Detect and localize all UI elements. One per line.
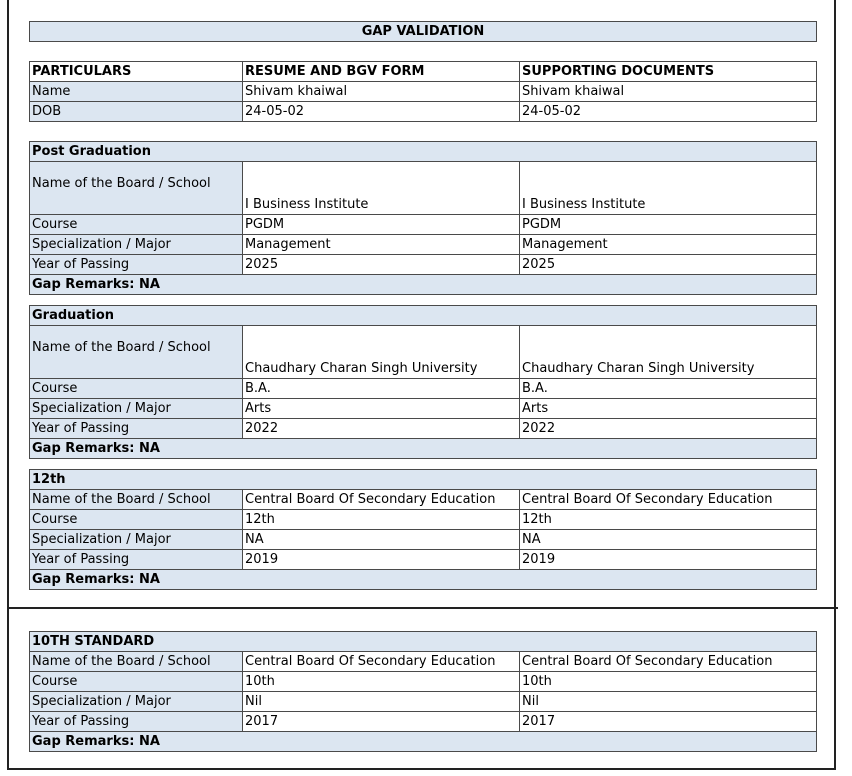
- course-docs: PGDM: [520, 215, 817, 235]
- course-resume: 12th: [243, 510, 520, 530]
- name-resume: Shivam khaiwal: [243, 82, 520, 102]
- course-label: Course: [30, 672, 243, 692]
- board-label: Name of the Board / School: [30, 162, 243, 215]
- page-break-divider: [7, 607, 838, 609]
- board-resume: Central Board Of Secondary Education: [243, 652, 520, 672]
- specialization-label: Specialization / Major: [30, 235, 243, 255]
- gap-remarks: Gap Remarks: NA: [30, 439, 817, 459]
- board-resume: Central Board Of Secondary Education: [243, 490, 520, 510]
- gap-remarks: Gap Remarks: NA: [30, 275, 817, 295]
- course-docs: 12th: [520, 510, 817, 530]
- board-resume: I Business Institute: [243, 162, 520, 215]
- name-label: Name: [30, 82, 243, 102]
- specialization-docs: Arts: [520, 399, 817, 419]
- course-label: Course: [30, 510, 243, 530]
- year-label: Year of Passing: [30, 419, 243, 439]
- year-resume: 2025: [243, 255, 520, 275]
- title-table: [29, 21, 817, 42]
- gap-remarks: Gap Remarks: NA: [30, 732, 817, 752]
- dob-label: DOB: [30, 102, 243, 122]
- course-resume: 10th: [243, 672, 520, 692]
- twelfth-table: [29, 469, 817, 590]
- particulars-table: [29, 61, 817, 122]
- board-resume: Chaudhary Charan Singh University: [243, 326, 520, 379]
- board-docs: Central Board Of Secondary Education: [520, 652, 817, 672]
- header-resume: RESUME AND BGV FORM: [243, 62, 520, 82]
- year-label: Year of Passing: [30, 255, 243, 275]
- year-resume: 2017: [243, 712, 520, 732]
- specialization-label: Specialization / Major: [30, 530, 243, 550]
- tenth-table: [29, 631, 817, 752]
- year-resume: 2019: [243, 550, 520, 570]
- name-docs: Shivam khaiwal: [520, 82, 817, 102]
- board-docs: Central Board Of Secondary Education: [520, 490, 817, 510]
- course-label: Course: [30, 215, 243, 235]
- course-docs: 10th: [520, 672, 817, 692]
- year-resume: 2022: [243, 419, 520, 439]
- year-docs: 2022: [520, 419, 817, 439]
- section-heading: Post Graduation: [30, 142, 817, 162]
- course-resume: B.A.: [243, 379, 520, 399]
- board-label: Name of the Board / School: [30, 490, 243, 510]
- specialization-docs: Management: [520, 235, 817, 255]
- specialization-docs: Nil: [520, 692, 817, 712]
- year-label: Year of Passing: [30, 712, 243, 732]
- gap-remarks: Gap Remarks: NA: [30, 570, 817, 590]
- dob-resume: 24-05-02: [243, 102, 520, 122]
- specialization-label: Specialization / Major: [30, 692, 243, 712]
- board-label: Name of the Board / School: [30, 326, 243, 379]
- specialization-resume: NA: [243, 530, 520, 550]
- post-graduation-table: [29, 141, 817, 295]
- section-heading: 12th: [30, 470, 817, 490]
- section-heading: 10TH STANDARD: [30, 632, 817, 652]
- board-label: Name of the Board / School: [30, 652, 243, 672]
- specialization-resume: Nil: [243, 692, 520, 712]
- specialization-resume: Arts: [243, 399, 520, 419]
- course-docs: B.A.: [520, 379, 817, 399]
- header-documents: SUPPORTING DOCUMENTS: [520, 62, 817, 82]
- header-particulars: PARTICULARS: [30, 62, 243, 82]
- section-heading: Graduation: [30, 306, 817, 326]
- course-label: Course: [30, 379, 243, 399]
- graduation-table: [29, 305, 817, 459]
- board-docs: Chaudhary Charan Singh University: [520, 326, 817, 379]
- dob-docs: 24-05-02: [520, 102, 817, 122]
- specialization-label: Specialization / Major: [30, 399, 243, 419]
- board-docs: I Business Institute: [520, 162, 817, 215]
- year-docs: 2025: [520, 255, 817, 275]
- page-title: GAP VALIDATION: [30, 22, 817, 42]
- year-label: Year of Passing: [30, 550, 243, 570]
- specialization-docs: NA: [520, 530, 817, 550]
- specialization-resume: Management: [243, 235, 520, 255]
- year-docs: 2017: [520, 712, 817, 732]
- course-resume: PGDM: [243, 215, 520, 235]
- year-docs: 2019: [520, 550, 817, 570]
